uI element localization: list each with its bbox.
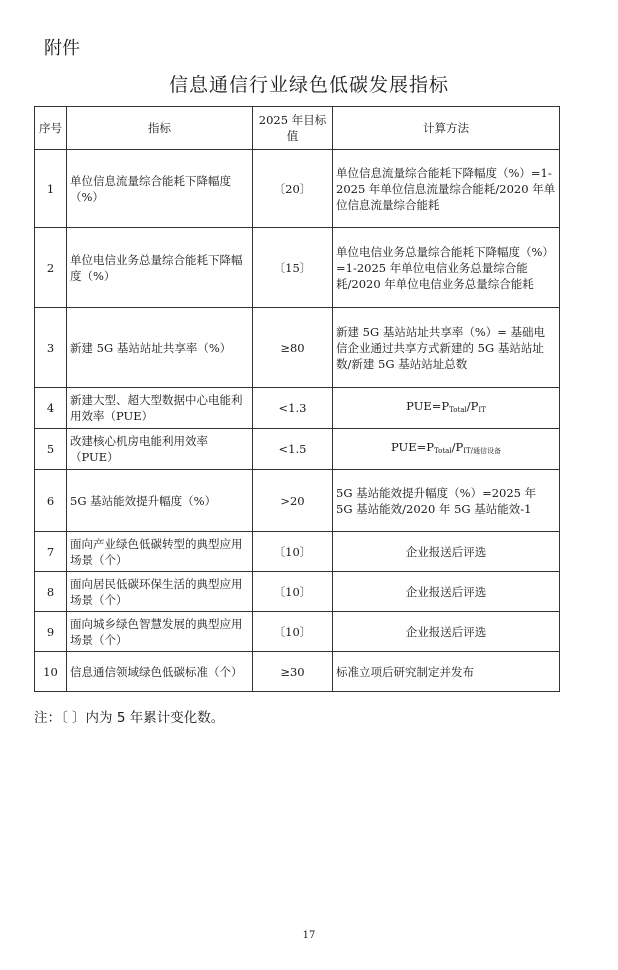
row-no: 4 [35,388,67,429]
row-target: <1.5 [253,429,333,470]
row-target: ≥30 [253,652,333,692]
row-indicator: 5G 基站能效提升幅度（%） [67,470,253,532]
row-method: 单位电信业务总量综合能耗下降幅度（%）=1-2025 年单位电信业务总量综合能耗/2020 年单位电信业务总量综合能耗 [333,228,560,308]
row-indicator: 信息通信领域绿色低碳标准（个） [67,652,253,692]
row-no: 10 [35,652,67,692]
table-row [35,150,560,228]
table-note: 注：〔 〕内为 5 年累计变化数。 [34,710,225,726]
row-indicator: 单位电信业务总量综合能耗下降幅度（%） [67,228,253,308]
row-method: 单位信息流量综合能耗下降幅度（%）=1-2025 年单位信息流量综合能耗/2020 年单位信息流量综合能耗 [333,150,560,228]
row-target: 〔10〕 [253,572,333,612]
table-row [35,652,560,692]
row-indicator: 面向居民低碳环保生活的典型应用场景（个） [67,572,253,612]
row-no: 3 [35,308,67,388]
table-row [35,429,560,470]
header-no: 序号 [35,107,67,150]
row-method: 企业报送后评选 [333,532,560,572]
row-no: 5 [35,429,67,470]
row-target: 〔20〕 [253,150,333,228]
table-row [35,308,560,388]
row-no: 2 [35,228,67,308]
row-no: 7 [35,532,67,572]
row-target: <1.3 [253,388,333,429]
table-row [35,532,560,572]
row-method: $PUE=P_{Total}/P_{IT}$ [333,388,560,429]
attachment-label: 附件 [44,38,80,59]
table-row [35,388,560,429]
row-indicator: 面向城乡绿色智慧发展的典型应用场景（个） [67,612,253,652]
header-target: 2025 年目标值 [253,107,333,150]
row-target: >20 [253,470,333,532]
row-method: $PUE=P_{Total}/P_{IT/通信设备}$ [333,429,560,470]
row-no: 6 [35,470,67,532]
row-method: 5G 基站能效提升幅度（%）=2025 年 5G 基站能效/2020 年 5G 基站能效-1 [333,470,560,532]
row-target: 〔15〕 [253,228,333,308]
row-no: 1 [35,150,67,228]
row-no: 9 [35,612,67,652]
page-title: 信息通信行业绿色低碳发展指标 [168,74,449,96]
table-row [35,228,560,308]
row-method: 企业报送后评选 [333,612,560,652]
row-indicator: 改建核心机房电能利用效率（PUE） [67,429,253,470]
row-no: 8 [35,572,67,612]
table-header-row [35,107,560,150]
indicator-table [34,106,560,692]
row-method: 企业报送后评选 [333,572,560,612]
row-indicator: 单位信息流量综合能耗下降幅度（%） [67,150,253,228]
table-row [35,470,560,532]
table-row [35,612,560,652]
header-indicator: 指标 [67,107,253,150]
row-target: 〔10〕 [253,532,333,572]
row-method: 标准立项后研究制定并发布 [333,652,560,692]
row-indicator: 新建大型、超大型数据中心电能利用效率（PUE） [67,388,253,429]
row-target: ≥80 [253,308,333,388]
row-indicator: 面向产业绿色低碳转型的典型应用场景（个） [67,532,253,572]
table-row [35,572,560,612]
header-method: 计算方法 [333,107,560,150]
row-target: 〔10〕 [253,612,333,652]
row-indicator: 新建 5G 基站站址共享率（%） [67,308,253,388]
page-number: 17 [302,930,316,941]
row-method: 新建 5G 基站站址共享率（%）= 基础电信企业通过共享方式新建的 5G 基站站址数/新建 5G 基站站址总数 [333,308,560,388]
